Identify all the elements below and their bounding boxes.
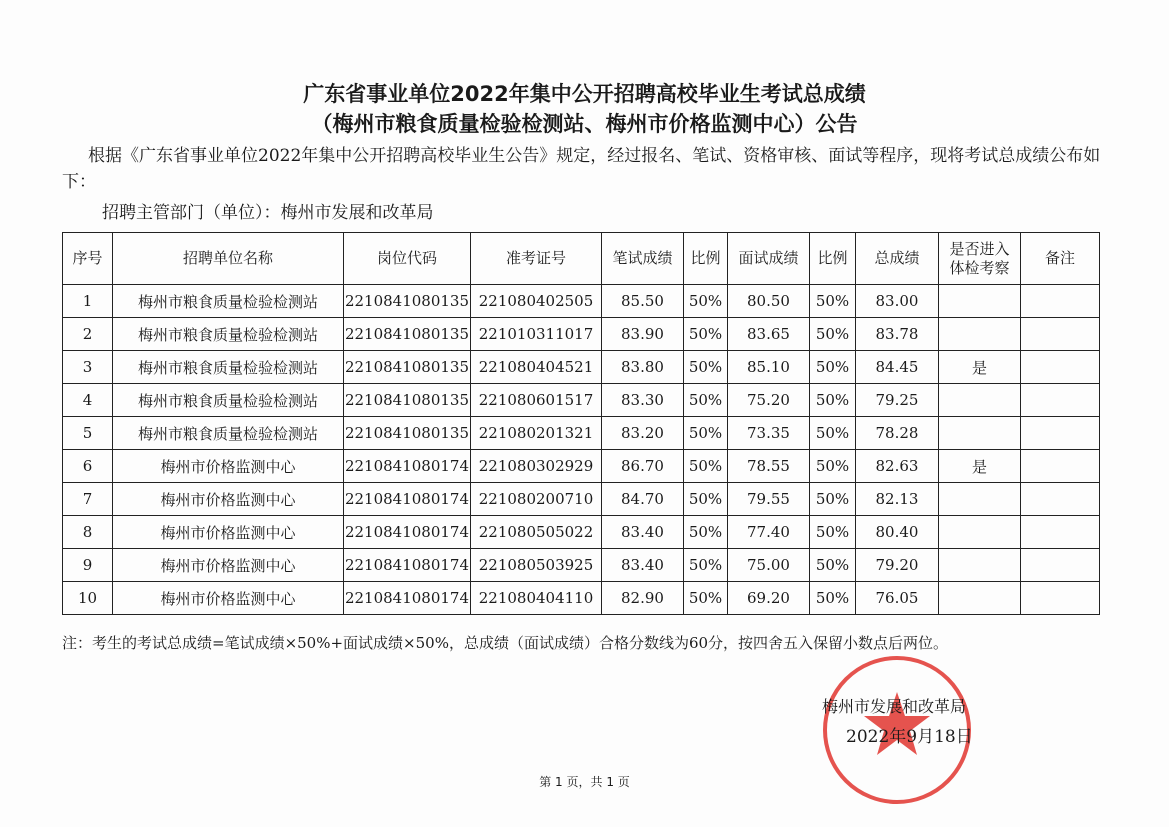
table-cell: 2210841080174	[344, 483, 471, 516]
table-cell: 2210841080135	[344, 384, 471, 417]
table-cell: 50%	[684, 318, 728, 351]
table-cell	[1021, 318, 1100, 351]
table-cell: 221080302929	[471, 450, 602, 483]
table-cell	[1021, 417, 1100, 450]
column-header: 比例	[684, 233, 728, 285]
column-header: 比例	[810, 233, 856, 285]
table-cell	[1021, 582, 1100, 615]
table-cell: 221080200710	[471, 483, 602, 516]
table-row	[63, 318, 1100, 351]
column-header: 招聘单位名称	[113, 233, 344, 285]
table-cell: 50%	[810, 417, 856, 450]
table-cell: 50%	[810, 318, 856, 351]
table-cell: 梅州市粮食质量检验检测站	[113, 285, 344, 318]
table-cell: 83.78	[856, 318, 939, 351]
table-row	[63, 384, 1100, 417]
table-cell	[939, 516, 1021, 549]
table-cell: 75.20	[728, 384, 810, 417]
table-row	[63, 516, 1100, 549]
table-cell: 2	[63, 318, 113, 351]
table-cell	[939, 582, 1021, 615]
table-cell: 83.65	[728, 318, 810, 351]
table-header-row	[63, 233, 1100, 285]
table-cell: 69.20	[728, 582, 810, 615]
table-cell: 50%	[684, 351, 728, 384]
table-cell: 梅州市价格监测中心	[113, 582, 344, 615]
column-header: 是否进入 体检考察	[939, 233, 1021, 285]
column-header: 岗位代码	[344, 233, 471, 285]
intro-paragraph: 根据《广东省事业单位2022年集中公开招聘高校毕业生公告》规定，经过报名、笔试、资格审核、面试等程序，现将考试总成绩公布如下：	[62, 146, 1101, 192]
table-cell	[1021, 549, 1100, 582]
table-cell	[939, 417, 1021, 450]
table-cell: 79.25	[856, 384, 939, 417]
table-cell: 221080404521	[471, 351, 602, 384]
table-cell: 82.90	[602, 582, 684, 615]
table-row	[63, 549, 1100, 582]
table-row	[63, 417, 1100, 450]
table-cell: 是	[939, 351, 1021, 384]
table-cell	[1021, 450, 1100, 483]
table-cell: 85.10	[728, 351, 810, 384]
table-cell: 10	[63, 582, 113, 615]
table-cell	[1021, 483, 1100, 516]
table-cell: 梅州市价格监测中心	[113, 549, 344, 582]
table-cell	[939, 483, 1021, 516]
column-header: 面试成绩	[728, 233, 810, 285]
table-cell: 梅州市价格监测中心	[113, 450, 344, 483]
column-header: 总成绩	[856, 233, 939, 285]
table-cell: 84.45	[856, 351, 939, 384]
table-cell: 2210841080135	[344, 417, 471, 450]
table-cell: 2210841080174	[344, 549, 471, 582]
table-cell: 50%	[684, 417, 728, 450]
table-row	[63, 483, 1100, 516]
table-cell: 83.00	[856, 285, 939, 318]
table-cell: 221080404110	[471, 582, 602, 615]
column-header: 准考证号	[471, 233, 602, 285]
table-cell: 85.50	[602, 285, 684, 318]
table-cell: 78.28	[856, 417, 939, 450]
table-cell: 4	[63, 384, 113, 417]
department-line: 招聘主管部门（单位）：梅州市发展和改革局	[102, 203, 434, 223]
table-cell: 78.55	[728, 450, 810, 483]
sign-date: 2022年9月18日	[846, 727, 973, 747]
table-cell: 2210841080135	[344, 285, 471, 318]
table-cell	[939, 285, 1021, 318]
title-line-2: （梅州市粮食质量检验检测站、梅州市价格监测中心）公告	[311, 112, 858, 136]
table-cell: 80.40	[856, 516, 939, 549]
table-cell: 梅州市粮食质量检验检测站	[113, 351, 344, 384]
footnote: 注：考生的考试总成绩=笔试成绩×50%+面试成绩×50%，总成绩（面试成绩）合格分数线为60分，按四舍五入保留小数点后两位。	[62, 634, 949, 652]
table-cell: 82.63	[856, 450, 939, 483]
table-cell: 8	[63, 516, 113, 549]
table-cell	[1021, 384, 1100, 417]
table-cell: 50%	[810, 483, 856, 516]
signer: 梅州市发展和改革局	[822, 697, 967, 716]
table-cell: 80.50	[728, 285, 810, 318]
table-cell: 79.55	[728, 483, 810, 516]
table-cell: 9	[63, 549, 113, 582]
table-cell: 221080201321	[471, 417, 602, 450]
table-row	[63, 285, 1100, 318]
table-cell: 83.20	[602, 417, 684, 450]
table-cell: 50%	[810, 549, 856, 582]
table-cell: 75.00	[728, 549, 810, 582]
table-cell: 50%	[810, 351, 856, 384]
column-header: 笔试成绩	[602, 233, 684, 285]
table-cell: 83.90	[602, 318, 684, 351]
table-cell: 50%	[810, 450, 856, 483]
table-cell: 50%	[684, 285, 728, 318]
table-cell: 梅州市粮食质量检验检测站	[113, 384, 344, 417]
column-header: 序号	[63, 233, 113, 285]
table-row	[63, 450, 1100, 483]
table-cell: 2210841080174	[344, 450, 471, 483]
table-row	[63, 582, 1100, 615]
table-cell: 50%	[684, 450, 728, 483]
table-cell: 50%	[684, 549, 728, 582]
page-footer: 第 1 页，共 1 页	[539, 775, 630, 789]
table-cell: 梅州市粮食质量检验检测站	[113, 318, 344, 351]
table-row	[63, 351, 1100, 384]
table-cell: 50%	[684, 582, 728, 615]
table-cell: 221010311017	[471, 318, 602, 351]
table-cell	[1021, 351, 1100, 384]
table-cell: 是	[939, 450, 1021, 483]
results-table	[62, 232, 1100, 615]
table-cell: 221080601517	[471, 384, 602, 417]
table-cell: 3	[63, 351, 113, 384]
table-cell: 84.70	[602, 483, 684, 516]
table-cell: 50%	[684, 384, 728, 417]
table-cell: 50%	[810, 384, 856, 417]
table-cell: 2210841080174	[344, 582, 471, 615]
table-cell: 82.13	[856, 483, 939, 516]
table-cell: 77.40	[728, 516, 810, 549]
table-cell: 83.40	[602, 516, 684, 549]
table-cell: 73.35	[728, 417, 810, 450]
table-cell: 86.70	[602, 450, 684, 483]
table-cell: 2210841080135	[344, 318, 471, 351]
table-cell: 1	[63, 285, 113, 318]
table-cell	[1021, 516, 1100, 549]
table-cell: 50%	[810, 582, 856, 615]
table-cell: 50%	[684, 483, 728, 516]
table-cell	[939, 318, 1021, 351]
table-cell: 6	[63, 450, 113, 483]
table-cell: 梅州市价格监测中心	[113, 516, 344, 549]
table-cell: 83.30	[602, 384, 684, 417]
table-cell: 7	[63, 483, 113, 516]
table-cell: 2210841080135	[344, 351, 471, 384]
table-cell	[1021, 285, 1100, 318]
table-cell: 221080503925	[471, 549, 602, 582]
table-cell: 79.20	[856, 549, 939, 582]
table-cell: 梅州市价格监测中心	[113, 483, 344, 516]
table-cell: 50%	[684, 516, 728, 549]
table-cell: 83.80	[602, 351, 684, 384]
table-cell: 221080402505	[471, 285, 602, 318]
table-cell	[939, 384, 1021, 417]
table-cell: 50%	[810, 285, 856, 318]
table-cell: 5	[63, 417, 113, 450]
table-cell: 221080505022	[471, 516, 602, 549]
table-cell: 50%	[810, 516, 856, 549]
table-cell	[939, 549, 1021, 582]
title-line-1: 广东省事业单位2022年集中公开招聘高校毕业生考试总成绩	[303, 82, 866, 106]
column-header: 备注	[1021, 233, 1100, 285]
table-cell: 梅州市粮食质量检验检测站	[113, 417, 344, 450]
table-cell: 83.40	[602, 549, 684, 582]
table-cell: 76.05	[856, 582, 939, 615]
table-cell: 2210841080174	[344, 516, 471, 549]
